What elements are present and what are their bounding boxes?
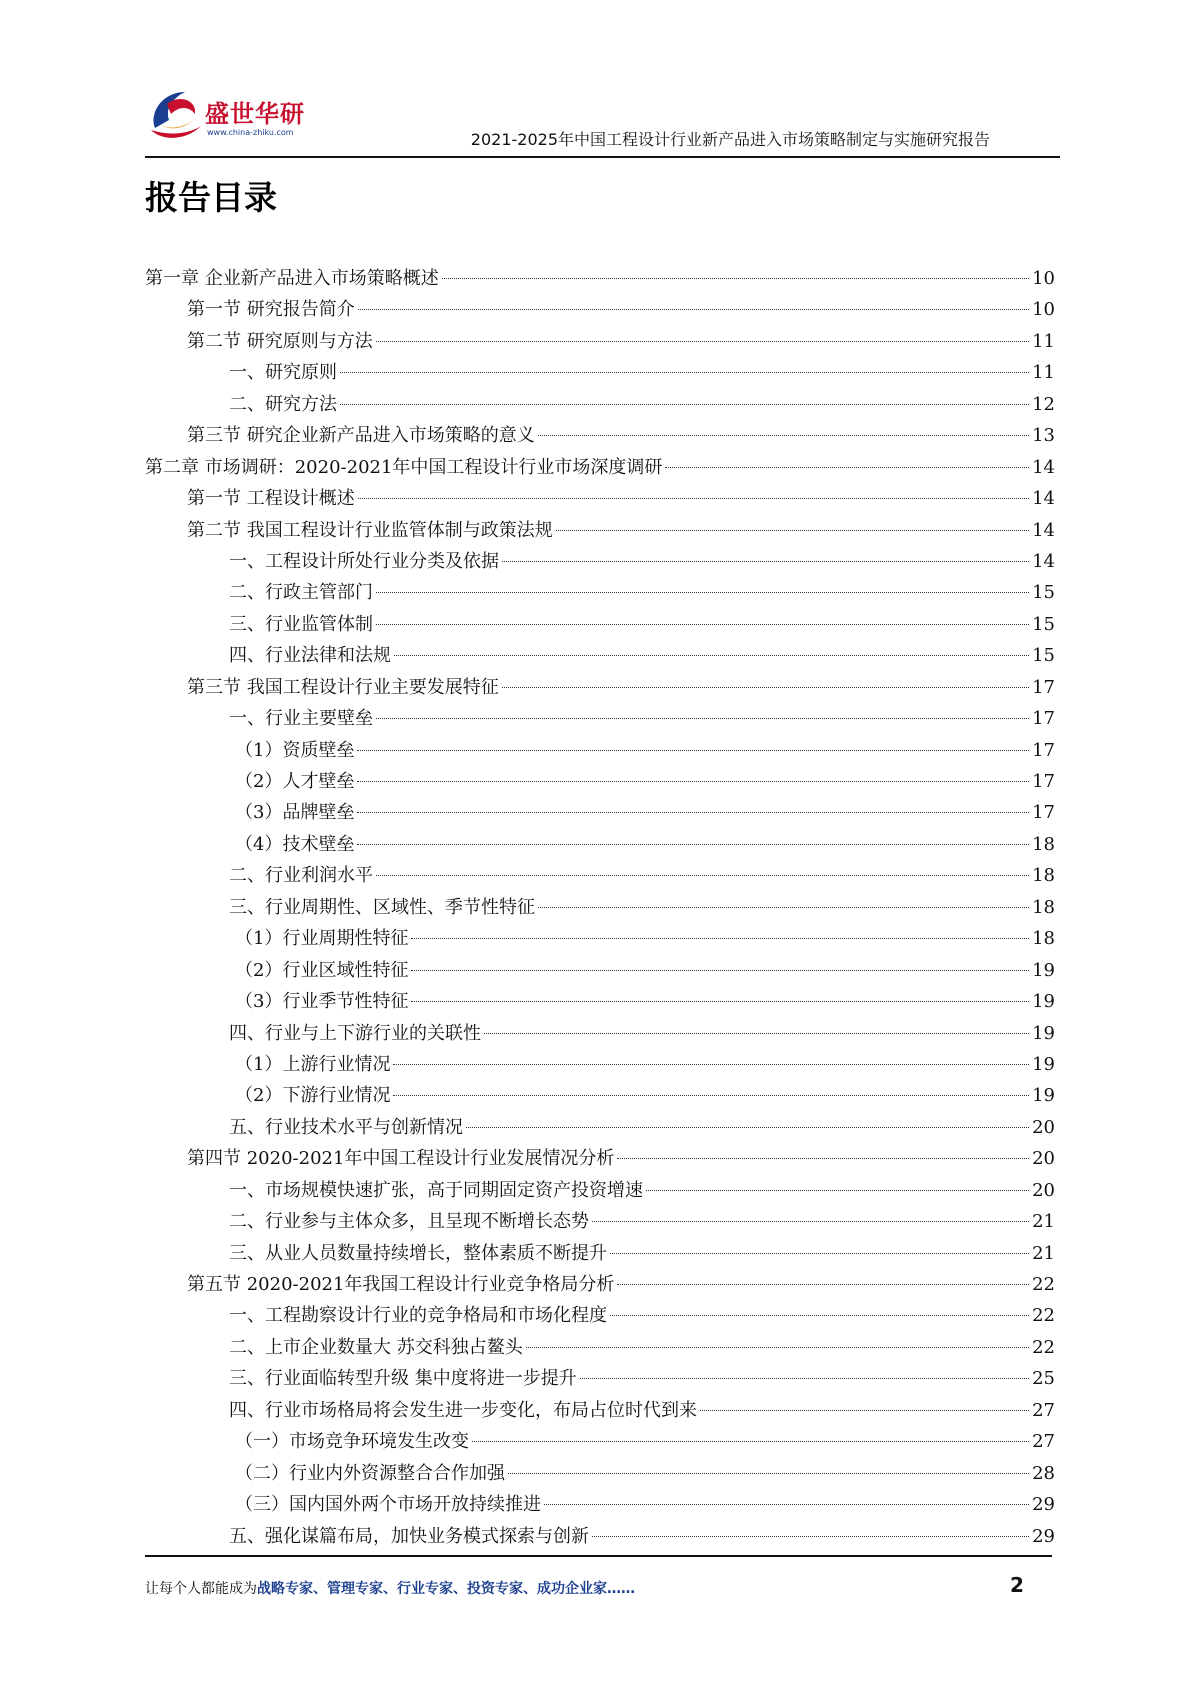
toc-entry[interactable]: [145, 1363, 1055, 1394]
toc-leader-dots: [357, 750, 1029, 751]
toc-leader-dots: [580, 1378, 1029, 1379]
toc-entry[interactable]: [145, 1300, 1055, 1331]
toc-leader-dots: [556, 530, 1029, 531]
toc-entry-label: 第二章 市场调研：2020-2021年中国工程设计行业市场深度调研: [145, 456, 663, 478]
toc-entry[interactable]: [145, 1080, 1055, 1111]
toc-leader-dots: [526, 1347, 1029, 1348]
toc-entry-page: 14: [1032, 456, 1055, 478]
toc-entry-label: （2）行业区域性特征: [235, 959, 409, 981]
page-number: 2: [1010, 1573, 1024, 1597]
toc-entry[interactable]: [145, 1332, 1055, 1363]
toc-entry-page: 18: [1032, 865, 1055, 887]
toc-entry-label: （1）行业周期性特征: [235, 928, 409, 950]
toc-leader-dots: [358, 498, 1029, 499]
toc-entry-label: （2）人才壁垒: [235, 771, 355, 792]
toc-entry[interactable]: [145, 1049, 1055, 1080]
toc-entry-label: 一、工程设计所处行业分类及依据: [229, 550, 499, 572]
toc-entry-label: 二、研究方法: [229, 393, 337, 415]
toc-entry[interactable]: [145, 986, 1055, 1017]
toc-entry[interactable]: [145, 452, 1055, 483]
toc-entry-label: 第三节 我国工程设计行业主要发展特征: [187, 676, 499, 698]
toc-leader-dots: [394, 655, 1029, 656]
toc-entry-label: （1）资质壁垒: [235, 739, 355, 761]
logo-text: 盛世华研: [205, 100, 305, 128]
toc-entry[interactable]: [145, 703, 1055, 734]
toc-entry-label: 第一节 工程设计概述: [187, 488, 355, 510]
toc-entry[interactable]: [145, 326, 1055, 357]
toc-leader-dots: [610, 1315, 1029, 1316]
toc-entry[interactable]: [145, 766, 1055, 797]
toc-entry-label: （二）行业内外资源整合合作加强: [235, 1462, 505, 1484]
toc-leader-dots: [411, 1001, 1029, 1002]
toc-entry-label: 二、行业利润水平: [229, 865, 373, 887]
toc-leader-dots: [538, 907, 1029, 908]
toc-entry[interactable]: [145, 797, 1055, 828]
toc-leader-dots: [357, 812, 1029, 813]
toc-entry-page: 17: [1032, 771, 1055, 792]
toc-leader-dots: [340, 404, 1029, 405]
toc-entry[interactable]: [145, 515, 1055, 546]
toc-entry-page: 22: [1032, 1274, 1055, 1295]
toc-leader-dots: [472, 1441, 1029, 1442]
toc-leader-dots: [376, 718, 1029, 719]
toc-entry-label: （2）下游行业情况: [235, 1085, 391, 1107]
toc-leader-dots: [592, 1221, 1029, 1222]
toc-entry-page: 19: [1032, 959, 1055, 981]
toc-entry-label: （3）品牌壁垒: [235, 802, 355, 824]
toc-leader-dots: [610, 1253, 1029, 1254]
toc-entry-page: 27: [1032, 1399, 1055, 1421]
toc-entry-page: 14: [1032, 488, 1055, 510]
toc-leader-dots: [484, 1033, 1029, 1034]
toc-entry-page: 17: [1032, 802, 1055, 824]
toc-entry-page: 19: [1032, 991, 1055, 1013]
toc-entry-label: 一、工程勘察设计行业的竞争格局和市场化程度: [229, 1305, 607, 1327]
toc-entry-page: 21: [1032, 1242, 1055, 1264]
toc-entry-page: 20: [1032, 1148, 1055, 1170]
toc-entry-page: 20: [1032, 1116, 1055, 1138]
toc-leader-dots: [508, 1473, 1029, 1474]
toc-leader-dots: [700, 1410, 1029, 1411]
toc-entry-label: 一、研究原则: [229, 362, 337, 384]
toc-entry-page: 25: [1032, 1368, 1055, 1390]
toc-entry-page: 15: [1032, 582, 1055, 604]
toc-entry-page: 21: [1032, 1211, 1055, 1233]
toc-entry-label: 第二节 我国工程设计行业监管体制与政策法规: [187, 519, 553, 541]
toc-leader-dots: [376, 592, 1029, 593]
toc-leader-dots: [442, 278, 1029, 279]
toc-entry-page: 22: [1032, 1336, 1055, 1358]
toc-entry[interactable]: [145, 1143, 1055, 1174]
toc-entry-label: 三、从业人员数量持续增长，整体素质不断提升: [229, 1242, 607, 1264]
toc-entry[interactable]: [145, 294, 1055, 325]
toc-entry-label: 第三节 研究企业新产品进入市场策略的意义: [187, 425, 535, 447]
toc-entry[interactable]: [145, 483, 1055, 514]
toc-entry[interactable]: [145, 923, 1055, 954]
toc-entry-page: 19: [1032, 1053, 1055, 1075]
toc-entry[interactable]: [145, 577, 1055, 608]
toc-leader-dots: [340, 372, 1029, 373]
toc-entry-page: 10: [1032, 268, 1055, 289]
toc-leader-dots: [617, 1158, 1029, 1159]
toc-leader-dots: [358, 309, 1029, 310]
toc-entry-label: 五、强化谋篇布局，加快业务模式探索与创新: [229, 1525, 589, 1547]
toc-entry-page: 29: [1032, 1525, 1055, 1547]
toc-entry-page: 10: [1032, 299, 1055, 321]
toc-entry-label: （三）国内国外两个市场开放持续推进: [235, 1494, 541, 1516]
toc-entry-label: 二、行政主管部门: [229, 582, 373, 604]
toc-entry-page: 27: [1032, 1431, 1055, 1453]
toc-leader-dots: [544, 1504, 1029, 1505]
toc-entry-page: 13: [1032, 425, 1055, 447]
toc-entry-page: 19: [1032, 1022, 1055, 1044]
logo: [145, 84, 315, 146]
toc-entry[interactable]: [145, 829, 1055, 860]
toc-leader-dots: [592, 1536, 1029, 1537]
logo-url: www.china-zhiku.com: [207, 128, 294, 137]
toc-leader-dots: [393, 1064, 1029, 1065]
toc-entry-page: 17: [1032, 739, 1055, 761]
toc-leader-dots: [646, 1190, 1029, 1191]
toc-leader-dots: [357, 781, 1029, 782]
toc-entry-page: 18: [1032, 928, 1055, 950]
toc-entry-label: 三、行业监管体制: [229, 613, 373, 635]
footer-divider: [145, 1555, 1052, 1557]
toc-leader-dots: [393, 1095, 1029, 1096]
toc-entry-label: 三、行业面临转型升级 集中度将进一步提升: [229, 1368, 577, 1390]
toc-entry[interactable]: [145, 640, 1055, 671]
toc-entry[interactable]: [145, 263, 1055, 294]
toc-entry-label: 第一章 企业新产品进入市场策略概述: [145, 268, 439, 289]
toc-entry[interactable]: [145, 860, 1055, 891]
toc-entry-label: 二、行业参与主体众多，且呈现不断增长态势: [229, 1211, 589, 1233]
toc-entry-label: （一）市场竞争环境发生改变: [235, 1431, 469, 1453]
toc-entry[interactable]: [145, 1238, 1055, 1269]
toc-leader-dots: [466, 1127, 1029, 1128]
toc-entry-label: 第四节 2020-2021年中国工程设计行业发展情况分析: [187, 1148, 615, 1170]
footer-slogan-emphasis: 战略专家、管理专家、行业专家、投资专家、成功企业家……: [257, 1581, 635, 1597]
toc-entry-label: 三、行业周期性、区域性、季节性特征: [229, 896, 535, 918]
toc-leader-dots: [376, 341, 1029, 342]
toc-entry[interactable]: [145, 955, 1055, 986]
toc-entry-page: 11: [1032, 362, 1055, 384]
toc-leader-dots: [376, 624, 1029, 625]
footer-slogan: [145, 1578, 635, 1598]
header-divider: [145, 156, 1060, 158]
footer-slogan-prefix: 让每个人都能成为: [145, 1581, 257, 1597]
toc-entry-label: （3）行业季节性特征: [235, 991, 409, 1013]
toc-entry[interactable]: [145, 735, 1055, 766]
toc-entry-label: 一、行业主要壁垒: [229, 708, 373, 730]
toc-entry[interactable]: [145, 892, 1055, 923]
toc-leader-dots: [411, 970, 1029, 971]
toc-entry-label: （4）技术壁垒: [235, 833, 355, 855]
toc-entry[interactable]: [145, 1175, 1055, 1206]
toc-entry[interactable]: [145, 1521, 1055, 1552]
toc-entry[interactable]: [145, 1269, 1055, 1300]
toc-entry-page: 22: [1032, 1305, 1055, 1327]
logo-swoosh-icon: [145, 84, 205, 146]
toc-entry[interactable]: [145, 1458, 1055, 1489]
toc-heading: 报告目录: [145, 178, 277, 217]
toc-entry-page: 14: [1032, 519, 1055, 541]
table-of-contents: [145, 263, 1055, 1552]
toc-leader-dots: [538, 435, 1029, 436]
toc-entry-label: 第五节 2020-2021年我国工程设计行业竞争格局分析: [187, 1274, 615, 1295]
toc-leader-dots: [502, 561, 1029, 562]
toc-entry[interactable]: [145, 1206, 1055, 1237]
toc-entry[interactable]: [145, 1426, 1055, 1457]
toc-entry-page: 15: [1032, 613, 1055, 635]
toc-entry-label: 五、行业技术水平与创新情况: [229, 1116, 463, 1138]
toc-entry-page: 14: [1032, 550, 1055, 572]
toc-leader-dots: [617, 1284, 1029, 1285]
toc-entry[interactable]: [145, 609, 1055, 640]
toc-entry-page: 28: [1032, 1462, 1055, 1484]
toc-entry-label: （1）上游行业情况: [235, 1053, 391, 1075]
toc-entry[interactable]: [145, 1018, 1055, 1049]
toc-leader-dots: [411, 938, 1029, 939]
toc-entry-page: 17: [1032, 708, 1055, 730]
toc-entry-page: 17: [1032, 676, 1055, 698]
toc-entry-page: 11: [1032, 330, 1055, 352]
toc-entry-page: 19: [1032, 1085, 1055, 1107]
toc-entry-label: 一、市场规模快速扩张，高于同期固定资产投资增速: [229, 1179, 643, 1201]
toc-entry[interactable]: [145, 672, 1055, 703]
toc-entry-label: 四、行业与上下游行业的关联性: [229, 1022, 481, 1044]
toc-entry-page: 15: [1032, 645, 1055, 667]
toc-entry[interactable]: [145, 420, 1055, 451]
toc-entry-page: 12: [1032, 393, 1055, 415]
page-header: [145, 80, 1060, 158]
toc-entry[interactable]: [145, 546, 1055, 577]
toc-leader-dots: [357, 844, 1029, 845]
toc-entry-label: 第二节 研究原则与方法: [187, 330, 373, 352]
toc-entry-label: 第一节 研究报告简介: [187, 299, 355, 321]
toc-entry-page: 29: [1032, 1494, 1055, 1516]
report-title: 2021-2025年中国工程设计行业新产品进入市场策略制定与实施研究报告: [470, 130, 990, 149]
toc-entry-page: 18: [1032, 833, 1055, 855]
toc-entry[interactable]: [145, 1395, 1055, 1426]
toc-leader-dots: [376, 875, 1029, 876]
toc-leader-dots: [502, 687, 1029, 688]
toc-entry[interactable]: [145, 357, 1055, 388]
toc-entry[interactable]: [145, 1112, 1055, 1143]
toc-leader-dots: [665, 467, 1029, 468]
toc-entry-page: 18: [1032, 896, 1055, 918]
toc-entry-label: 二、上市企业数量大 苏交科独占鳌头: [229, 1336, 523, 1358]
toc-entry-page: 20: [1032, 1179, 1055, 1201]
toc-entry-label: 四、行业市场格局将会发生进一步变化，布局占位时代到来: [229, 1399, 697, 1421]
toc-entry[interactable]: [145, 389, 1055, 420]
toc-entry-label: 四、行业法律和法规: [229, 645, 391, 667]
toc-entry[interactable]: [145, 1489, 1055, 1520]
